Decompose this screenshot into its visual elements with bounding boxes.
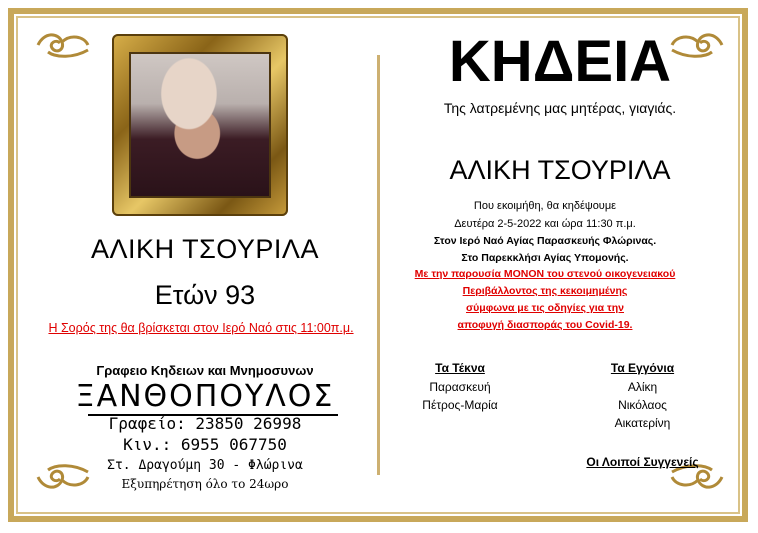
grandchild-name: Αικατερίνη xyxy=(614,416,671,430)
deceased-name-left: ΑΛΙΚΗ ΤΣΟΥΡΙΛΑ xyxy=(91,234,319,264)
deceased-age: Ετών 93 xyxy=(154,280,256,310)
covid-notice-3: σύμφωνα με τις οδηγίες για την xyxy=(466,302,624,314)
funeral-heading: ΚΗΔΕΙΑ xyxy=(448,29,672,94)
other-relatives: Οι Λοιποί Συγγενείς xyxy=(586,455,699,469)
casket-notice: Η Σορός της θα βρίσκεται στον Ιερό Ναό στις 11:00π.μ. xyxy=(48,321,354,335)
office-address: Στ. Δραγούμη 30 - Φλώρινα xyxy=(107,458,303,473)
office-title: Γραφειο Κηδειων και Μνημοσυνων xyxy=(96,363,314,378)
center-divider xyxy=(377,55,380,475)
funeral-line-1: Που εκοιμήθη, θα κηδέψουμε xyxy=(473,200,617,212)
covid-notice-2: Περιβάλλοντος της κεκοιμημένης xyxy=(462,285,628,297)
portrait-photo xyxy=(129,52,271,198)
grandchild-name: Αλίκη xyxy=(627,380,658,394)
children-title: Τα Τέκνα xyxy=(435,361,485,375)
office-service: Εξυπηρέτηση όλο το 24ωρο xyxy=(121,477,289,491)
covid-notice-4: αποφυγή διασποράς του Covid-19. xyxy=(457,319,633,331)
office-phone: Γραφείο: 23850 26998 xyxy=(108,414,302,433)
funeral-subheading: Της λατρεμένης μας μητέρας, γιαγιάς. xyxy=(443,100,677,116)
funeral-date: Δευτέρα 2-5-2022 και ώρα 11:30 π.μ. xyxy=(454,218,636,230)
office-name: ΞΑΝΘΟΠΟΥΛΟΣ xyxy=(75,379,335,414)
grandchildren-title: Τα Εγγόνια xyxy=(610,361,675,375)
deceased-name-right: ΑΛΙΚΗ ΤΣΟΥΡΙΛΑ xyxy=(449,155,671,185)
covid-notice-1: Με την παρουσία ΜΟΝΟΝ του στενού οικογενειακού xyxy=(414,268,676,280)
funeral-church: Στον Ιερό Ναό Αγίας Παρασκευής Φλώρινας. xyxy=(433,235,657,247)
ornament-swirl-icon xyxy=(34,30,92,60)
child-name: Παρασκευή xyxy=(429,380,491,394)
grandchild-name: Νικόλαος xyxy=(618,398,667,412)
gold-picture-frame xyxy=(112,34,288,216)
child-name: Πέτρος-Μαρία xyxy=(422,398,498,412)
mobile-phone: Κιν.: 6955 067750 xyxy=(123,435,287,454)
funeral-chapel: Στο Παρεκκλήσι Αγίας Υπομονής. xyxy=(461,252,629,264)
